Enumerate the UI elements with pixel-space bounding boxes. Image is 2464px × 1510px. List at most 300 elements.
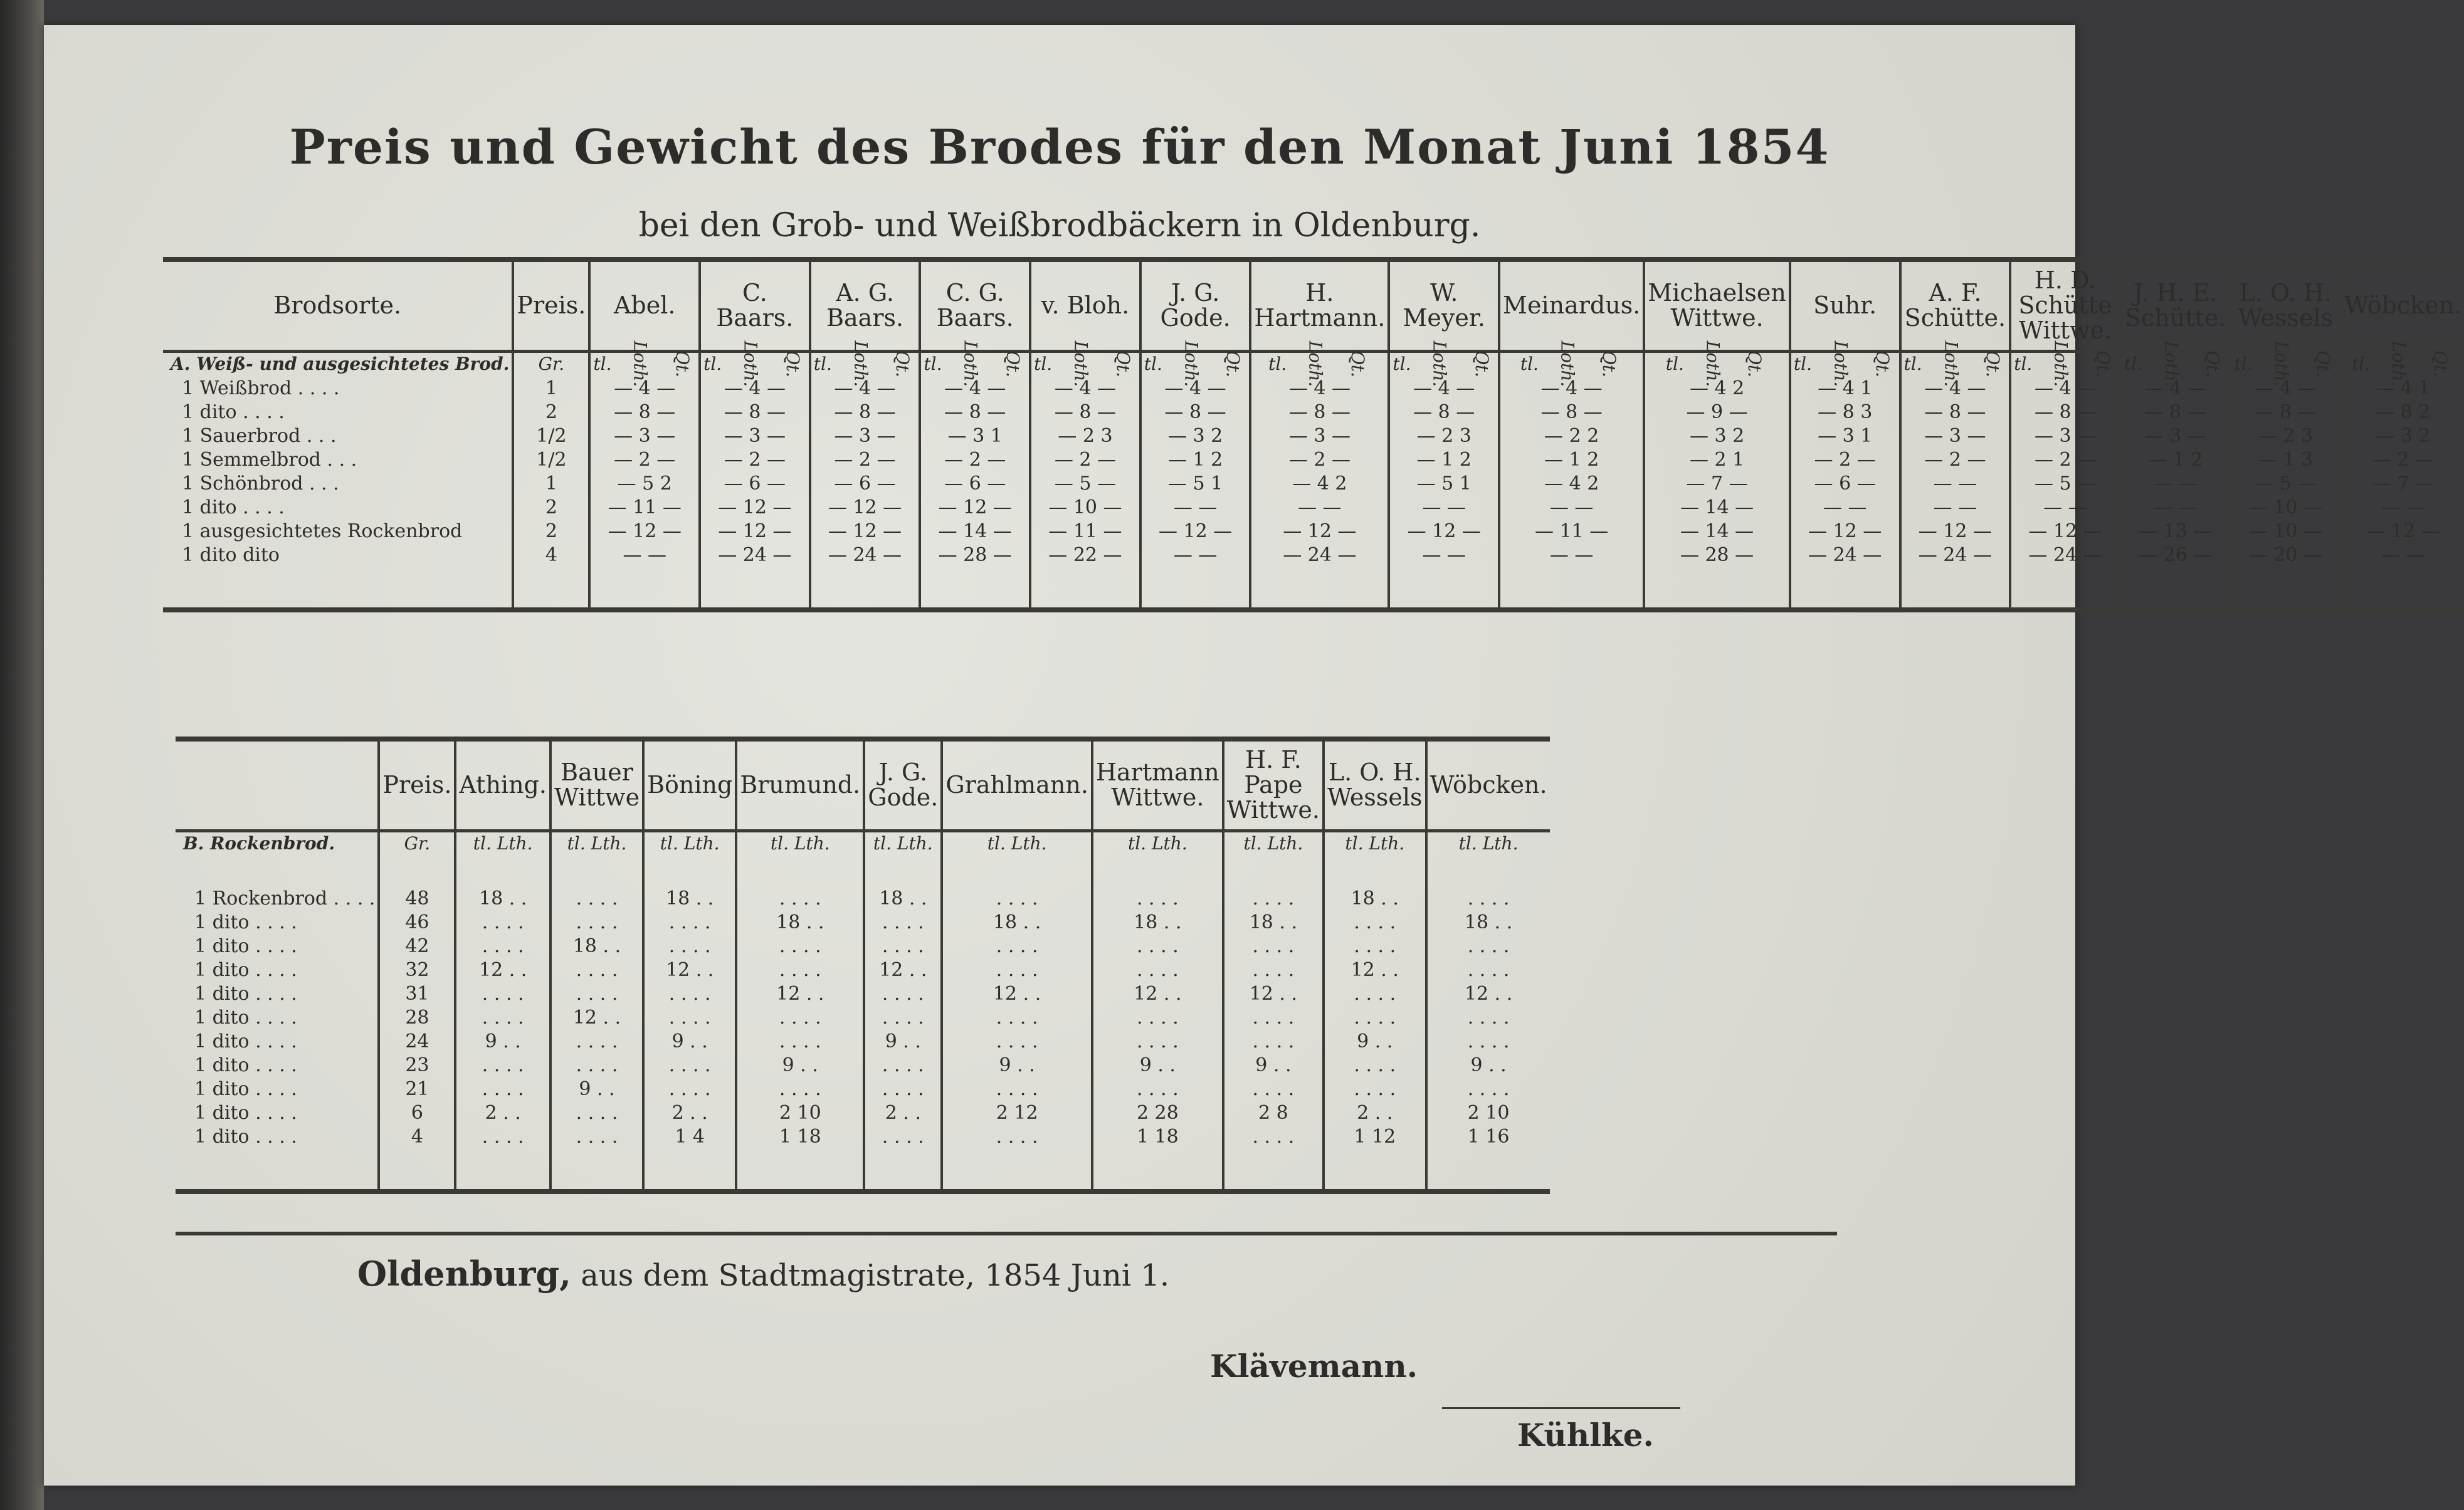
- unit-label: Loth.: [2270, 340, 2292, 387]
- unit-label: Loth.: [1305, 340, 1326, 387]
- row-price: 6: [379, 1101, 455, 1125]
- weight-cell: . . . .: [643, 1077, 736, 1101]
- weight-cell: — 26 —: [2120, 543, 2231, 610]
- column-header-empty: [176, 739, 379, 831]
- row-price: 2: [513, 520, 589, 543]
- row-label: 1 dito . . . .: [194, 1030, 297, 1053]
- column-header-baker: L. O. H. Wessels: [2231, 260, 2341, 351]
- weight-cell: — 4 2: [1644, 377, 1790, 401]
- weight-cell: . . . .: [643, 911, 736, 935]
- unit-label: Qt.: [1223, 350, 1244, 377]
- table-row: [176, 1030, 1550, 1054]
- weight-cell: — 12 —: [2010, 520, 2120, 543]
- unit-label: Qt.: [2430, 350, 2451, 377]
- weight-cell: — 8 2: [2340, 401, 2464, 424]
- weight-cell: — 4 —: [2120, 377, 2231, 401]
- unit-label: tl.: [1144, 353, 1162, 374]
- column-header-baker: v. Bloh.: [1030, 260, 1140, 351]
- section-title-a: A. Weiß- und ausgesichtetes Brod.: [171, 353, 510, 374]
- weight-cell: — 8 —: [1900, 401, 2011, 424]
- column-header-baker: H. D. Schütte Wittwe.: [2010, 260, 2120, 351]
- column-header-baker: Grahlmann.: [942, 739, 1092, 831]
- weight-cell: — 8 —: [700, 401, 810, 424]
- weight-cell: — 24 —: [700, 543, 810, 610]
- weight-cell: — 14 —: [1644, 496, 1790, 520]
- weight-cell: — 6 —: [1790, 472, 1900, 496]
- row-label: 1 dito . . . .: [194, 911, 297, 934]
- column-header-baker: H. F. Pape Wittwe.: [1223, 739, 1324, 831]
- unit-cell: [643, 831, 736, 887]
- unit-label: tl.: [987, 832, 1006, 854]
- unit-label: tl.: [473, 832, 492, 854]
- weight-cell: . . . .: [736, 935, 864, 958]
- weight-cell: — 10 —: [2231, 496, 2341, 520]
- unit-cell: [810, 340, 920, 387]
- row-price: 48: [379, 887, 455, 911]
- weight-cell: — —: [1900, 496, 2011, 520]
- document-title: Preis und Gewicht des Brodes für den Monat Juni 1854: [289, 119, 1830, 175]
- weight-cell: — 11 —: [1499, 520, 1644, 543]
- weight-cell: — 2 3: [2231, 424, 2341, 448]
- weight-cell: 1 18: [736, 1125, 864, 1192]
- unit-label: tl.: [873, 832, 892, 854]
- unit-label: Qt.: [1471, 350, 1492, 377]
- row-label: 1 dito . . . .: [182, 401, 285, 423]
- table-row: [176, 958, 1550, 982]
- weight-cell: — 3 —: [810, 424, 920, 448]
- weight-cell: — 4 —: [1250, 377, 1389, 401]
- bottom-rule: [176, 1232, 1837, 1235]
- weight-cell: — 2 2: [1499, 424, 1644, 448]
- weight-cell: — 5 1: [1140, 472, 1251, 496]
- unit-label: tl.: [593, 353, 612, 374]
- unit-cell: [550, 831, 643, 887]
- weight-cell: . . . .: [1426, 935, 1550, 958]
- weight-cell: . . . .: [643, 1054, 736, 1077]
- weight-cell: — 4 —: [2231, 377, 2341, 401]
- weight-cell: — 1 2: [1499, 448, 1644, 472]
- weight-cell: 12 . .: [864, 958, 942, 982]
- column-header-baker: A. F. Schütte.: [1900, 260, 2011, 351]
- column-header-baker: Abel.: [589, 260, 700, 351]
- row-price: 4: [513, 543, 589, 610]
- weight-cell: — 4 —: [1389, 377, 1499, 401]
- weight-cell: — 3 —: [1250, 424, 1389, 448]
- weight-cell: — 2 —: [1790, 448, 1900, 472]
- weight-cell: . . . .: [864, 935, 942, 958]
- unit-cell: [736, 831, 864, 887]
- weight-cell: 9 . .: [1223, 1054, 1324, 1077]
- table-row: [176, 935, 1550, 958]
- row-label: 1 dito . . . .: [194, 1054, 297, 1077]
- weight-cell: — 24 —: [1900, 543, 2011, 610]
- unit-label: Lth.: [1482, 832, 1519, 854]
- column-header-baker: Meinardus.: [1499, 260, 1644, 351]
- unit-cell: [1790, 340, 1900, 387]
- unit-cell: [1426, 831, 1550, 887]
- unit-label: Loth.: [1070, 340, 1092, 387]
- row-price: 1: [513, 472, 589, 496]
- unit-label: Loth.: [1830, 340, 1851, 387]
- table-row: [163, 448, 2464, 472]
- unit-cell: [700, 340, 810, 387]
- weight-cell: — —: [589, 543, 700, 610]
- weight-cell: — 2 —: [920, 448, 1030, 472]
- column-header-baker: J. G. Gode.: [864, 739, 942, 831]
- footer-text: aus dem Stadtmagistrate, 1854 Juni 1.: [581, 1258, 1170, 1293]
- row-price: 23: [379, 1054, 455, 1077]
- row-label: 1 ausgesichtetes Rockenbrod: [182, 520, 463, 542]
- unit-cell: [2340, 340, 2464, 387]
- weight-cell: . . . .: [550, 1054, 643, 1077]
- weight-cell: 9 . .: [1426, 1054, 1550, 1077]
- unit-label: Qt.: [1599, 350, 1620, 377]
- row-label: 1 dito . . . .: [194, 983, 297, 1005]
- weight-cell: — 4 —: [2010, 377, 2120, 401]
- weight-cell: — 2 1: [1644, 448, 1790, 472]
- column-header-baker: Suhr.: [1790, 260, 1900, 351]
- table-row: [176, 911, 1550, 935]
- weight-cell: . . . .: [1092, 958, 1223, 982]
- weight-cell: — 4 —: [1030, 377, 1140, 401]
- weight-cell: — 4 2: [1250, 472, 1389, 496]
- weight-cell: 2 . .: [864, 1101, 942, 1125]
- weight-cell: . . . .: [550, 1030, 643, 1054]
- weight-cell: — 8 —: [1140, 401, 1251, 424]
- weight-cell: 9 . .: [864, 1030, 942, 1054]
- column-header-baker: L. O. H. Wessels: [1324, 739, 1426, 831]
- unit-label: tl.: [660, 832, 678, 854]
- column-header-baker: H. Hartmann.: [1250, 260, 1389, 351]
- weight-cell: — 1 3: [2231, 448, 2341, 472]
- weight-cell: — 1 2: [1140, 448, 1251, 472]
- weight-cell: — —: [1790, 496, 1900, 520]
- weight-cell: — 5 —: [2231, 472, 2341, 496]
- weight-cell: 2 12: [942, 1101, 1092, 1125]
- weight-cell: 9 . .: [1092, 1054, 1223, 1077]
- table-row: [163, 401, 2464, 424]
- weight-cell: . . . .: [1223, 1077, 1324, 1101]
- weight-cell: — 28 —: [1644, 543, 1790, 610]
- weight-cell: — 3 —: [2120, 424, 2231, 448]
- weight-cell: . . . .: [1426, 958, 1550, 982]
- weight-cell: . . . .: [550, 911, 643, 935]
- unit-label: tl.: [770, 832, 789, 854]
- weight-cell: — 13 —: [2120, 520, 2231, 543]
- weight-cell: . . . .: [643, 1006, 736, 1030]
- table-row: [163, 543, 2464, 610]
- weight-cell: — 3 —: [700, 424, 810, 448]
- unit-label: tl.: [2124, 353, 2142, 374]
- weight-cell: . . . .: [1092, 1077, 1223, 1101]
- row-price: 46: [379, 911, 455, 935]
- weight-cell: — —: [2010, 496, 2120, 520]
- weight-cell: . . . .: [1324, 1006, 1426, 1030]
- weight-cell: . . . .: [736, 958, 864, 982]
- unit-label: Loth.: [2388, 340, 2409, 387]
- document-subtitle: bei den Grob- und Weißbrodbäckern in Oldenburg.: [638, 207, 1481, 244]
- weight-cell: — —: [1140, 496, 1251, 520]
- weight-cell: . . . .: [550, 1125, 643, 1192]
- weight-cell: — 12 —: [920, 496, 1030, 520]
- row-label: 1 Weißbrod . . . .: [182, 377, 340, 399]
- footer-line: [357, 1254, 1169, 1294]
- table-row: [176, 982, 1550, 1006]
- document-page: [44, 25, 2462, 1486]
- row-price: 32: [379, 958, 455, 982]
- weight-cell: — 12 —: [1790, 520, 1900, 543]
- weight-cell: . . . .: [550, 982, 643, 1006]
- unit-label: tl.: [703, 353, 722, 374]
- column-header-baker: Hartmann Wittwe.: [1092, 739, 1223, 831]
- weight-cell: 18 . .: [643, 887, 736, 911]
- row-price: 28: [379, 1006, 455, 1030]
- weight-cell: . . . .: [1324, 911, 1426, 935]
- weight-cell: 12 . .: [942, 982, 1092, 1006]
- table-row: [176, 1125, 1550, 1192]
- row-price: 24: [379, 1030, 455, 1054]
- weight-cell: 2 . .: [455, 1101, 550, 1125]
- unit-label: tl.: [1793, 353, 1812, 374]
- weight-cell: — —: [2120, 496, 2231, 520]
- weight-cell: — 3 2: [2340, 424, 2464, 448]
- weight-cell: — 12 —: [810, 496, 920, 520]
- weight-cell: — 3 —: [1900, 424, 2011, 448]
- unit-label: tl.: [1345, 832, 1364, 854]
- weight-cell: 18 . .: [1324, 887, 1426, 911]
- weight-cell: . . . .: [942, 1125, 1092, 1192]
- weight-cell: — —: [2340, 543, 2464, 610]
- unit-label: tl.: [2234, 353, 2253, 374]
- weight-cell: — 8 —: [1030, 401, 1140, 424]
- row-label: 1 dito . . . .: [194, 959, 297, 982]
- unit-cell: [1030, 340, 1140, 387]
- weight-cell: . . . .: [550, 958, 643, 982]
- weight-cell: — —: [2120, 472, 2231, 496]
- unit-label: Lth.: [497, 832, 533, 854]
- column-header-baker: Brumund.: [736, 739, 864, 831]
- weight-cell: — 7 —: [1644, 472, 1790, 496]
- book-binding: [0, 0, 44, 1510]
- weight-cell: — 4 —: [920, 377, 1030, 401]
- weight-cell: . . . .: [550, 1101, 643, 1125]
- weight-cell: . . . .: [1223, 958, 1324, 982]
- unit-cell: [2120, 340, 2231, 387]
- unit-label: Qt.: [1744, 350, 1766, 377]
- row-label: 1 dito . . . .: [194, 1078, 297, 1101]
- weight-cell: 18 . .: [1426, 911, 1550, 935]
- column-header-brodsorte: Brodsorte.: [163, 260, 513, 351]
- weight-cell: . . . .: [455, 1006, 550, 1030]
- row-label: 1 Rockenbrod . . . .: [194, 888, 376, 910]
- footer-place: Oldenburg,: [357, 1254, 571, 1294]
- weight-cell: 18 . .: [864, 887, 942, 911]
- column-header-baker: A. G. Baars.: [810, 260, 920, 351]
- weight-cell: — 3 1: [1790, 424, 1900, 448]
- unit-cell: [1223, 831, 1324, 887]
- weight-cell: . . . .: [736, 1077, 864, 1101]
- weight-cell: . . . .: [1426, 1006, 1550, 1030]
- weight-cell: — 12 —: [1900, 520, 2011, 543]
- row-label: 1 dito . . . .: [194, 1007, 297, 1029]
- table-row: [163, 520, 2464, 543]
- row-price: 4: [379, 1125, 455, 1192]
- weight-cell: — 8 —: [1499, 401, 1644, 424]
- weight-cell: 2 8: [1223, 1101, 1324, 1125]
- weight-cell: 12 . .: [1426, 982, 1550, 1006]
- column-header-baker: Bauer Wittwe: [550, 739, 643, 831]
- weight-cell: — 8 —: [2231, 401, 2341, 424]
- unit-label: tl.: [924, 353, 942, 374]
- table-row: [163, 496, 2464, 520]
- unit-cell: [2231, 340, 2341, 387]
- signature-klaevemann: Klävemann.: [1210, 1348, 1418, 1385]
- weight-cell: — 6 —: [700, 472, 810, 496]
- column-header-baker: Michaelsen Wittwe.: [1644, 260, 1790, 351]
- weight-cell: . . . .: [942, 1077, 1092, 1101]
- weight-cell: . . . .: [1092, 887, 1223, 911]
- column-header-baker: Athing.: [455, 739, 550, 831]
- weight-cell: . . . .: [942, 887, 1092, 911]
- weight-cell: — 2 —: [589, 448, 700, 472]
- unit-label: Lth.: [897, 832, 933, 854]
- unit-label: tl.: [1268, 353, 1287, 374]
- weight-cell: — 3 —: [589, 424, 700, 448]
- table-row: [163, 472, 2464, 496]
- row-price: 31: [379, 982, 455, 1006]
- weight-cell: . . . .: [455, 1054, 550, 1077]
- weight-cell: — 10 —: [1030, 496, 1140, 520]
- weight-cell: — 12 —: [700, 496, 810, 520]
- weight-cell: 12 . .: [550, 1006, 643, 1030]
- weight-cell: — 2 —: [1250, 448, 1389, 472]
- weight-cell: . . . .: [736, 887, 864, 911]
- weight-cell: 12 . .: [455, 958, 550, 982]
- weight-cell: . . . .: [942, 1030, 1092, 1054]
- weight-cell: . . . .: [1092, 1006, 1223, 1030]
- weight-cell: . . . .: [1324, 935, 1426, 958]
- unit-label: Lth.: [1267, 832, 1303, 854]
- weight-cell: — 11 —: [589, 496, 700, 520]
- weight-cell: — —: [1900, 472, 2011, 496]
- weight-cell: — 2 —: [810, 448, 920, 472]
- weight-cell: — 24 —: [1790, 543, 1900, 610]
- weight-cell: . . . .: [864, 1125, 942, 1192]
- bread-price-table-b: [176, 737, 1550, 1194]
- weight-cell: — 12 —: [2340, 520, 2464, 543]
- weight-cell: . . . .: [1426, 887, 1550, 911]
- unit-label: Lth.: [1151, 832, 1187, 854]
- weight-cell: . . . .: [643, 982, 736, 1006]
- weight-cell: — 24 —: [810, 543, 920, 610]
- weight-cell: — 6 —: [810, 472, 920, 496]
- weight-cell: — 2 —: [2340, 448, 2464, 472]
- weight-cell: — 2 3: [1389, 424, 1499, 448]
- unit-cell: [1324, 831, 1426, 887]
- weight-cell: — 8 3: [1790, 401, 1900, 424]
- unit-label: Qt.: [782, 350, 803, 377]
- row-label: 1 Semmelbrod . . .: [182, 448, 357, 471]
- weight-cell: . . . .: [455, 935, 550, 958]
- unit-label: Qt.: [1347, 350, 1368, 377]
- weight-cell: 9 . .: [550, 1077, 643, 1101]
- unit-cell: [1092, 831, 1223, 887]
- unit-label: Qt.: [1982, 350, 2004, 377]
- weight-cell: — 2 —: [1900, 448, 2011, 472]
- unit-label: Loth.: [1429, 340, 1450, 387]
- weight-cell: — —: [1499, 496, 1644, 520]
- weight-cell: 9 . .: [643, 1030, 736, 1054]
- weight-cell: . . . .: [1223, 935, 1324, 958]
- row-label: 1 dito . . . .: [176, 1125, 379, 1192]
- weight-cell: — 1 2: [2120, 448, 2231, 472]
- unit-label: Qt.: [1112, 350, 1134, 377]
- table-row: [163, 424, 2464, 448]
- weight-cell: — 4 —: [1900, 377, 2011, 401]
- column-header-baker: J. G. Gode.: [1140, 260, 1251, 351]
- weight-cell: — 8 —: [1250, 401, 1389, 424]
- weight-cell: 18 . .: [550, 935, 643, 958]
- unit-cell: [1250, 340, 1389, 387]
- weight-cell: . . . .: [942, 935, 1092, 958]
- weight-cell: 18 . .: [1223, 911, 1324, 935]
- unit-label: Qt.: [2203, 350, 2224, 377]
- weight-cell: 18 . .: [455, 887, 550, 911]
- row-label: 1 Schönbrod . . .: [182, 472, 339, 495]
- weight-cell: — 9 —: [1644, 401, 1790, 424]
- unit-label: tl.: [813, 353, 832, 374]
- unit-label: tl.: [1458, 832, 1477, 854]
- unit-label: Loth.: [1557, 340, 1578, 387]
- unit-label: tl.: [1127, 832, 1147, 854]
- row-label: 1 dito . . . .: [194, 1102, 297, 1125]
- unit-label: Loth.: [1702, 340, 1724, 387]
- weight-cell: . . . .: [455, 911, 550, 935]
- weight-cell: 2 . .: [1324, 1101, 1426, 1125]
- signature-kuehlke: Kühlke.: [1517, 1417, 1654, 1454]
- weight-cell: . . . .: [942, 958, 1092, 982]
- unit-label: Loth.: [629, 340, 651, 387]
- weight-cell: . . . .: [1223, 1006, 1324, 1030]
- weight-cell: — 12 —: [1140, 520, 1251, 543]
- weight-cell: — 2 —: [2010, 448, 2120, 472]
- weight-cell: 9 . .: [736, 1054, 864, 1077]
- weight-cell: 1 16: [1426, 1125, 1550, 1192]
- unit-label: Lth.: [1011, 832, 1047, 854]
- weight-cell: — 2 3: [1030, 424, 1140, 448]
- unit-cell: [589, 340, 700, 387]
- weight-cell: — 12 —: [1389, 520, 1499, 543]
- unit-label: tl.: [567, 832, 586, 854]
- weight-cell: — 2 —: [700, 448, 810, 472]
- weight-cell: 2 10: [736, 1101, 864, 1125]
- weight-cell: — 12 —: [1250, 520, 1389, 543]
- unit-label: tl.: [1393, 353, 1411, 374]
- weight-cell: . . . .: [455, 982, 550, 1006]
- weight-cell: . . . .: [942, 1006, 1092, 1030]
- weight-cell: — 12 —: [589, 520, 700, 543]
- column-header-baker: W. Meyer.: [1389, 260, 1499, 351]
- weight-cell: — 1 2: [1389, 448, 1499, 472]
- weight-cell: — 5 —: [1030, 472, 1140, 496]
- weight-cell: . . . .: [864, 911, 942, 935]
- weight-cell: — —: [1140, 543, 1251, 610]
- row-label: 1 dito dito: [163, 543, 513, 610]
- unit-label: tl.: [1903, 353, 1922, 374]
- weight-cell: — 4 —: [1499, 377, 1644, 401]
- unit-label: Loth.: [2050, 340, 2072, 387]
- row-price: 1/2: [513, 424, 589, 448]
